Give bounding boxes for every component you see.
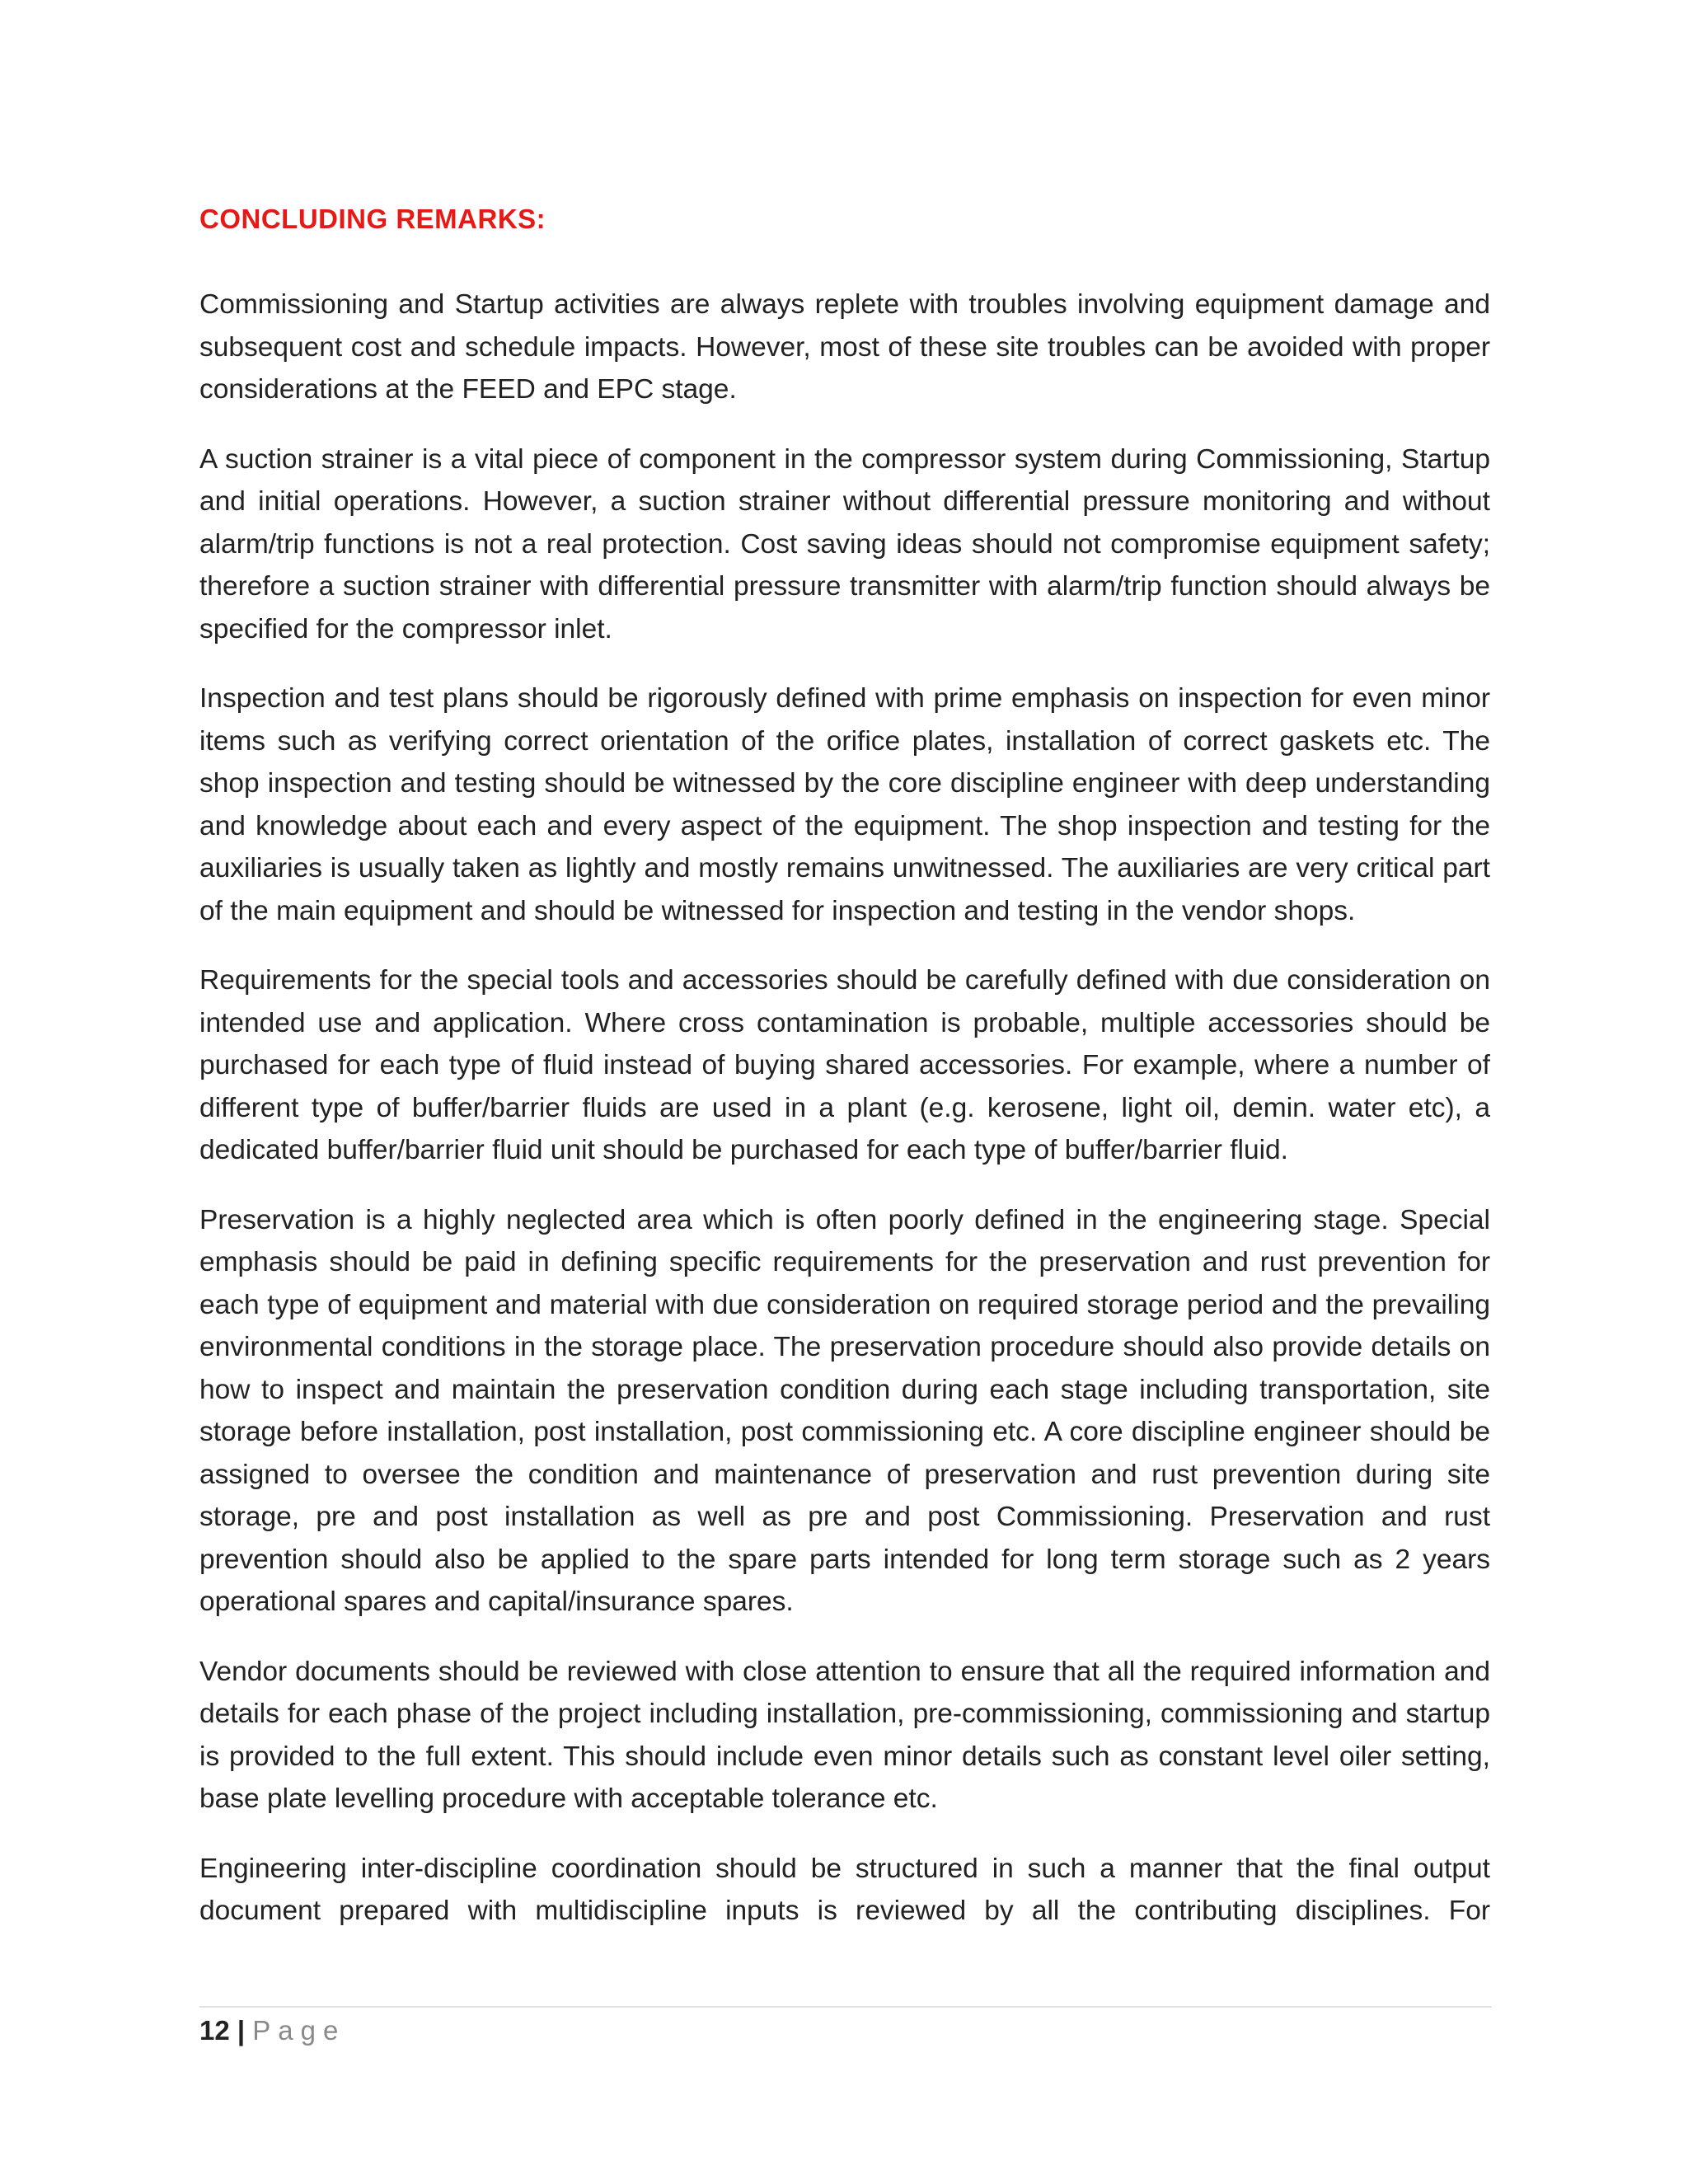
page-footer xyxy=(199,2009,345,2052)
paragraph: Commissioning and Startup activities are always replete with troubles involving equipment damage and subsequent cost and schedule impacts. However, most of these site troubles can be avoided with proper considerations at the FEED and EPC stage. xyxy=(199,289,1490,405)
paragraph-continued: Engineering inter-discipline coordination should be structured in such a manner that the final output document prepared with multidiscipline inputs is reviewed by all the contributing disciplines. For xyxy=(199,1853,1490,1926)
page-number: 12 xyxy=(199,2015,230,2046)
paragraph: Preservation is a highly neglected area which is often poorly defined in the engineering stage. Special emphasis should be paid in defining specific requirements for the preservation and rust prevention for each type of equipment and material with due consideration on required storage period and the prevailing environmental conditions in the storage place. The preservation procedure should also provide details on how to inspect and maintain the preservation condition during each stage including transportation, site storage before installation, post installation, post commissioning etc. A core discipline engineer should be assigned to oversee the condition and maintenance of preservation and rust prevention during site storage, pre and post installation as well as pre and post Commissioning. Preservation and rust prevention should also be applied to the spare parts intended for long term storage such as 2 years operational spares and capital/insurance spares. xyxy=(199,1204,1490,1617)
section-heading: CONCLUDING REMARKS: xyxy=(199,204,546,234)
paragraph: A suction strainer is a vital piece of component in the compressor system during Commissioning, Startup and initial operations. However, a suction strainer without differential pressure monitoring and without alarm/trip functions is not a real protection. Cost saving ideas should not compromise equipment safety; therefore a suction strainer with differential pressure transmitter with alarm/trip function should always be specified for the compressor inlet. xyxy=(199,443,1490,644)
paragraph: Vendor documents should be reviewed with close attention to ensure that all the required information and details for each phase of the project including installation, pre-commissioning, commissioning and startup is provided to the full extent. This should include even minor details such as constant level oiler setting, base plate levelling procedure with acceptable tolerance etc. xyxy=(199,1656,1490,1814)
paragraph: Inspection and test plans should be rigorously defined with prime emphasis on inspection for even minor items such as verifying correct orientation of the orifice plates, installation of correct gaskets etc. The shop inspection and testing should be witnessed by the core discipline engineer with deep understanding and knowledge about each and every aspect of the equipment. The shop inspection and testing for the auxiliaries is usually taken as lightly and mostly remains unwitnessed. The auxiliaries are very critical part of the main equipment and should be witnessed for inspection and testing in the vendor shops. xyxy=(199,683,1490,926)
paragraph: Requirements for the special tools and accessories should be carefully defined with due consideration on intended use and application. Where cross contamination is probable, multiple accessories should be purchased for each type of fluid instead of buying shared accessories. For example, where a number of different type of buffer/barrier fluids are used in a plant (e.g. kerosene, light oil, demin. water etc), a dedicated buffer/barrier fluid unit should be purchased for each type of buffer/barrier fluid. xyxy=(199,965,1490,1165)
footer-divider xyxy=(199,2006,1492,2008)
page-label: Page xyxy=(252,2015,346,2046)
footer-separator: | xyxy=(237,2015,246,2046)
document-body xyxy=(199,198,1490,1960)
